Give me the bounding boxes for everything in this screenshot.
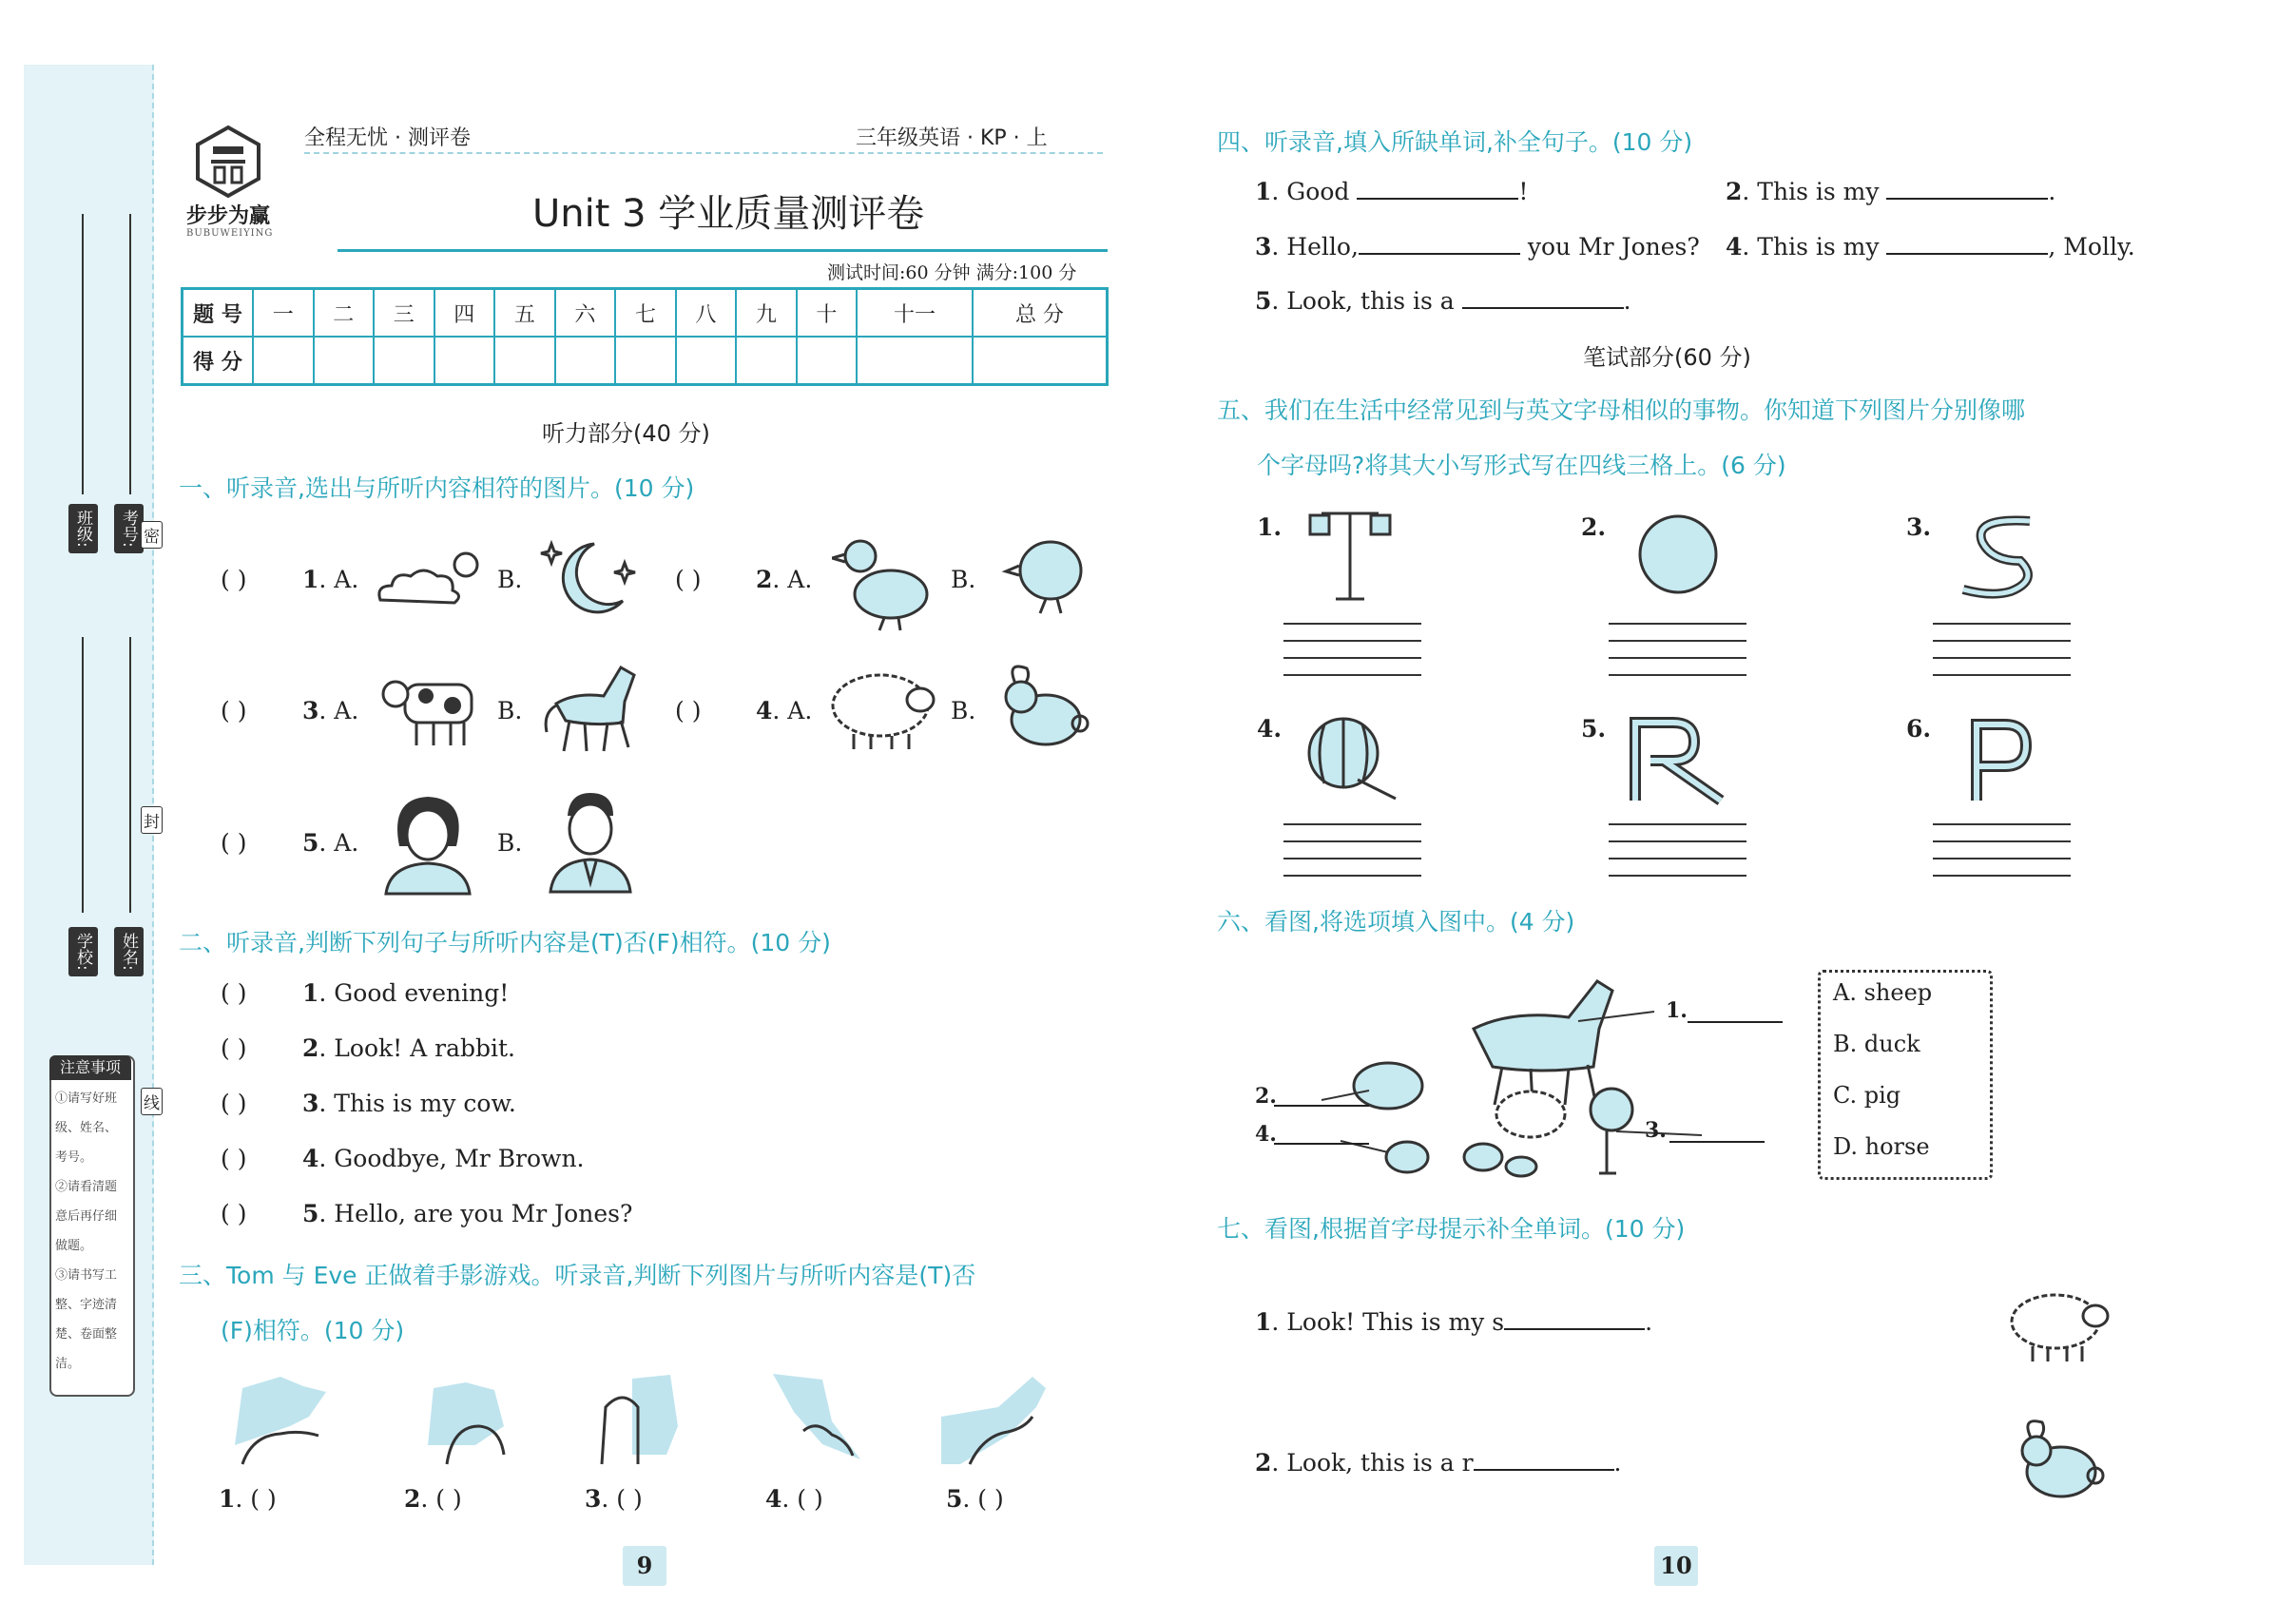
page-number-left: 9 xyxy=(623,1546,666,1586)
score-cell[interactable] xyxy=(857,337,973,385)
woman-portrait-icon xyxy=(380,789,475,896)
score-cell[interactable] xyxy=(676,337,737,385)
fill-item xyxy=(1255,1308,1652,1336)
class-line xyxy=(82,214,84,494)
question-number: 5 xyxy=(302,829,319,857)
answer-paren[interactable]: ( ) xyxy=(221,979,247,1007)
option-item: D. horse xyxy=(1833,1133,1930,1160)
cloudy-sun-icon xyxy=(371,548,485,607)
bird-icon xyxy=(998,528,1093,618)
score-header-cell: 六 xyxy=(555,289,616,338)
note-line: 做题。 xyxy=(55,1239,93,1253)
hand-shadow-bird-icon xyxy=(765,1364,870,1469)
score-cell[interactable] xyxy=(736,337,797,385)
listening-heading: 听力部分(40 分) xyxy=(542,420,710,447)
scene-label: 3. xyxy=(1645,1118,1667,1143)
answer-paren[interactable]: . ( ) xyxy=(235,1485,277,1513)
sentence-text: . xyxy=(2048,178,2056,205)
answer-paren[interactable]: ( ) xyxy=(221,829,247,857)
sentence-text: . xyxy=(1645,1308,1653,1336)
answer-paren[interactable]: ( ) xyxy=(221,1090,247,1117)
note-line: 楚、卷面整 xyxy=(55,1327,118,1342)
scene-blank[interactable] xyxy=(1274,1105,1369,1107)
answer-paren[interactable]: ( ) xyxy=(221,697,247,724)
note-line: 考号。 xyxy=(55,1150,93,1165)
score-cell[interactable] xyxy=(973,337,1108,385)
tf-item xyxy=(302,1200,632,1227)
question-number: 4. xyxy=(1257,715,1283,743)
note-line: ③请书写工 xyxy=(55,1268,118,1283)
notes-title: 注意事项 xyxy=(49,1055,131,1080)
score-header-cell: 三 xyxy=(374,289,434,338)
sentence-text: you Mr Jones? xyxy=(1527,233,1700,261)
question-number: 1 xyxy=(219,1485,236,1513)
score-cell[interactable] xyxy=(797,337,858,385)
score-header-cell: 总 分 xyxy=(973,289,1108,338)
farm-animals-scene-icon xyxy=(1245,962,1797,1190)
school-line xyxy=(82,637,84,913)
note-line: 整、字迹清 xyxy=(55,1298,118,1312)
score-cell[interactable] xyxy=(555,337,616,385)
answer-paren[interactable]: ( ) xyxy=(221,566,247,593)
question-number: 1 xyxy=(302,566,319,593)
question-number: 1 xyxy=(1255,178,1272,205)
seal-feng: 封 xyxy=(141,806,163,834)
man-portrait-icon xyxy=(547,787,632,894)
answer-paren[interactable]: ( ) xyxy=(675,697,702,724)
section-5-title-line2: 个字母吗?将其大小写形式写在四线三格上。(6 分) xyxy=(1257,452,1786,479)
four-line-grid[interactable] xyxy=(1609,623,1746,678)
title-rule xyxy=(338,249,1108,252)
answer-paren[interactable]: ( ) xyxy=(221,1034,247,1062)
score-header-cell: 十 xyxy=(797,289,858,338)
watermelon-icon xyxy=(1301,713,1400,803)
option-a-label: . A. xyxy=(318,697,359,724)
question-number: 4 xyxy=(302,1145,319,1172)
sentence-text: . Look, this is a xyxy=(1271,287,1455,315)
score-cell[interactable] xyxy=(434,337,495,385)
sentence-text: . Good evening! xyxy=(318,979,510,1007)
fill-item xyxy=(1255,178,1528,205)
question-number: 3 xyxy=(302,697,319,724)
question-number: 2 xyxy=(1255,1449,1272,1477)
question-number: 6. xyxy=(1906,715,1932,743)
name-line xyxy=(129,637,131,913)
score-cell[interactable] xyxy=(314,337,375,385)
score-table xyxy=(181,287,1109,386)
score-header-cell: 七 xyxy=(615,289,676,338)
question-number: 5 xyxy=(946,1485,963,1513)
header-rule xyxy=(304,152,1103,154)
scene-label: 4. xyxy=(1255,1122,1277,1147)
answer-blank[interactable] xyxy=(1474,1450,1614,1471)
class-label: 班级: xyxy=(68,504,98,553)
tf-item xyxy=(302,1034,515,1062)
answer-paren[interactable]: ( ) xyxy=(675,566,702,593)
sentence-text: ! xyxy=(1518,178,1529,205)
score-table-score-row xyxy=(183,337,1108,385)
answer-blank[interactable] xyxy=(1357,179,1518,200)
note-line: 意后再仔细 xyxy=(55,1209,118,1224)
time-info: 测试时间:60 分钟 满分:100 分 xyxy=(827,262,1077,283)
sentence-text: . Look, this is a r xyxy=(1271,1449,1474,1477)
school-label: 学校: xyxy=(68,927,98,976)
score-cell[interactable] xyxy=(615,337,676,385)
section-6-title: 六、看图,将选项填入图中。(4 分) xyxy=(1217,908,1575,936)
question-number: 5 xyxy=(302,1200,319,1227)
section-3-title-line2: (F)相符。(10 分) xyxy=(221,1317,405,1344)
option-item: C. pig xyxy=(1833,1082,1901,1109)
letter-p-shape-icon xyxy=(1963,715,2039,805)
answer-blank[interactable] xyxy=(1886,179,2048,200)
answer-paren[interactable]: ( ) xyxy=(221,1200,247,1227)
sentence-text: . Goodbye, Mr Brown. xyxy=(318,1145,585,1172)
tf-item xyxy=(302,979,509,1007)
sentence-text: . Good xyxy=(1271,178,1350,205)
sheep-icon xyxy=(2006,1284,2115,1364)
section-2-title: 二、听录音,判断下列句子与所听内容是(T)否(F)相符。(10 分) xyxy=(179,929,831,956)
grade-label: 三年级英语 · KP · 上 xyxy=(856,126,1048,150)
score-cell[interactable] xyxy=(374,337,434,385)
answer-paren[interactable]: . ( ) xyxy=(962,1485,1004,1513)
score-header-cell: 五 xyxy=(494,289,555,338)
score-header-cell: 二 xyxy=(314,289,375,338)
section-3-title-line1: 三、Tom 与 Eve 正做着手影游戏。听录音,判断下列图片与所听内容是(T)否 xyxy=(179,1262,976,1289)
question-number: 2 xyxy=(302,1034,319,1062)
answer-paren[interactable]: . ( ) xyxy=(781,1485,823,1513)
note-line: ②请看清题 xyxy=(55,1180,118,1194)
answer-blank[interactable] xyxy=(1359,234,1520,255)
question-number: 4 xyxy=(1726,233,1743,261)
answer-paren[interactable]: ( ) xyxy=(221,1145,247,1172)
option-b-label: B. xyxy=(951,697,976,724)
fill-item xyxy=(1255,1449,1622,1477)
score-row-label: 得 分 xyxy=(183,337,254,385)
hand-shadow-wolf-icon xyxy=(223,1369,333,1469)
tf-item xyxy=(302,1145,585,1172)
question-number: 4 xyxy=(756,697,773,724)
sentence-text: . Hello, are you Mr Jones? xyxy=(318,1200,633,1227)
page-title: Unit 3 学业质量测评卷 xyxy=(532,192,925,236)
exam-no-label: 考号: xyxy=(114,504,144,553)
scene-label: 2. xyxy=(1255,1084,1277,1109)
ball-icon xyxy=(1635,512,1721,597)
moon-stars-icon xyxy=(537,534,642,620)
section-5-title-line1: 五、我们在生活中经常见到与英文字母相似的事物。你知道下列图片分别像哪 xyxy=(1217,396,2026,424)
option-item: B. duck xyxy=(1833,1031,1920,1057)
hand-shadow-dog-icon xyxy=(941,1369,1051,1469)
note-line: 级、姓名、 xyxy=(55,1121,118,1135)
option-a-label: . A. xyxy=(318,566,359,593)
section-7-title: 七、看图,根据首字母提示补全单词。(10 分) xyxy=(1217,1215,1686,1243)
scene-blank[interactable] xyxy=(1688,1021,1783,1023)
score-cell[interactable] xyxy=(253,337,314,385)
option-a-label: . A. xyxy=(772,566,813,593)
question-number: 3. xyxy=(1906,513,1932,541)
exam-no-line xyxy=(129,214,131,494)
sentence-text: . Look! A rabbit. xyxy=(318,1034,515,1062)
scene-blank[interactable] xyxy=(1274,1143,1369,1145)
four-line-grid[interactable] xyxy=(1609,823,1746,879)
slide-icon xyxy=(1626,715,1730,805)
hand-shadow-goose-icon xyxy=(594,1369,685,1474)
scene-label: 1. xyxy=(1666,998,1688,1023)
sentence-text: . xyxy=(1613,1449,1622,1477)
score-table-header-row xyxy=(183,289,1108,338)
fill-item xyxy=(1255,233,1700,261)
four-line-grid[interactable] xyxy=(1283,823,1421,879)
question-number: 3 xyxy=(1255,233,1272,261)
question-number: 2. xyxy=(1581,513,1607,541)
score-cell[interactable] xyxy=(494,337,555,385)
scene-blank[interactable] xyxy=(1669,1141,1765,1143)
question-number: 5. xyxy=(1581,715,1607,743)
question-number: 3 xyxy=(585,1485,602,1513)
hand-shadow-rabbit-icon xyxy=(409,1369,518,1469)
fill-item xyxy=(1726,233,2135,261)
four-line-grid[interactable] xyxy=(1933,823,2071,879)
sheep-icon xyxy=(825,666,939,751)
seal-xian: 线 xyxy=(141,1088,163,1115)
question-number: 2 xyxy=(1726,178,1743,205)
sentence-text: . This is my xyxy=(1742,233,1880,261)
sentence-text: . This is my xyxy=(1742,178,1880,205)
option-item: A. sheep xyxy=(1833,979,1933,1006)
horse-icon xyxy=(537,656,646,761)
rabbit-icon xyxy=(989,661,1093,751)
tf-item xyxy=(302,1090,516,1117)
sentence-text: . Look! This is my s xyxy=(1271,1308,1505,1336)
score-header-cell: 题 号 xyxy=(183,289,254,338)
answer-blank[interactable] xyxy=(1462,288,1624,309)
duck-icon xyxy=(832,528,936,632)
sentence-text: . xyxy=(1623,287,1631,315)
four-line-grid[interactable] xyxy=(1283,623,1421,678)
four-line-grid[interactable] xyxy=(1933,623,2071,678)
sentence-text: , Molly. xyxy=(2048,233,2135,261)
street-lamp-icon xyxy=(1302,504,1398,608)
note-line: 洁。 xyxy=(55,1357,81,1371)
question-number: 5 xyxy=(1255,287,1272,315)
score-header-cell: 一 xyxy=(253,289,314,338)
seal-mi: 密 xyxy=(141,521,163,549)
score-header-cell: 四 xyxy=(434,289,495,338)
rabbit-icon xyxy=(2006,1417,2111,1502)
writing-heading: 笔试部分(60 分) xyxy=(1583,344,1751,371)
brand-subtitle: BUBUWEIYING xyxy=(186,228,274,239)
option-b-label: B. xyxy=(497,566,523,593)
question-number: 1 xyxy=(1255,1308,1272,1336)
question-number: 2 xyxy=(756,566,773,593)
fill-item xyxy=(1255,287,1631,315)
answer-paren[interactable]: . ( ) xyxy=(601,1485,643,1513)
answer-blank[interactable] xyxy=(1504,1309,1645,1330)
option-b-label: B. xyxy=(951,566,976,593)
option-b-label: B. xyxy=(497,829,523,857)
answer-paren[interactable]: . ( ) xyxy=(420,1485,462,1513)
score-header-cell: 八 xyxy=(676,289,737,338)
option-b-label: B. xyxy=(497,697,523,724)
score-header-cell: 九 xyxy=(736,289,797,338)
question-number: 3 xyxy=(302,1090,319,1117)
question-number: 1 xyxy=(302,979,319,1007)
series-label: 全程无忧 · 测评卷 xyxy=(304,126,471,150)
brand-logo-icon xyxy=(190,124,266,200)
section-1-title: 一、听录音,选出与所听内容相符的图片。(10 分) xyxy=(179,474,695,502)
fill-item xyxy=(1726,178,2055,205)
score-header-cell: 十一 xyxy=(857,289,973,338)
question-number: 1. xyxy=(1257,513,1283,541)
answer-blank[interactable] xyxy=(1886,234,2048,255)
snake-icon xyxy=(1954,513,2049,599)
cow-icon xyxy=(378,666,478,751)
question-number: 4 xyxy=(765,1485,782,1513)
option-a-label: . A. xyxy=(318,829,359,857)
option-a-label: . A. xyxy=(772,697,813,724)
sentence-text: . This is my cow. xyxy=(318,1090,516,1117)
brand-name: 步步为赢 xyxy=(186,204,271,228)
page-number-right: 10 xyxy=(1654,1546,1698,1586)
question-number: 2 xyxy=(404,1485,421,1513)
note-line: ①请写好班 xyxy=(55,1091,118,1106)
sentence-text: . Hello, xyxy=(1271,233,1359,261)
name-label: 姓名: xyxy=(114,927,144,976)
section-4-title: 四、听录音,填入所缺单词,补全句子。(10 分) xyxy=(1217,128,1693,156)
